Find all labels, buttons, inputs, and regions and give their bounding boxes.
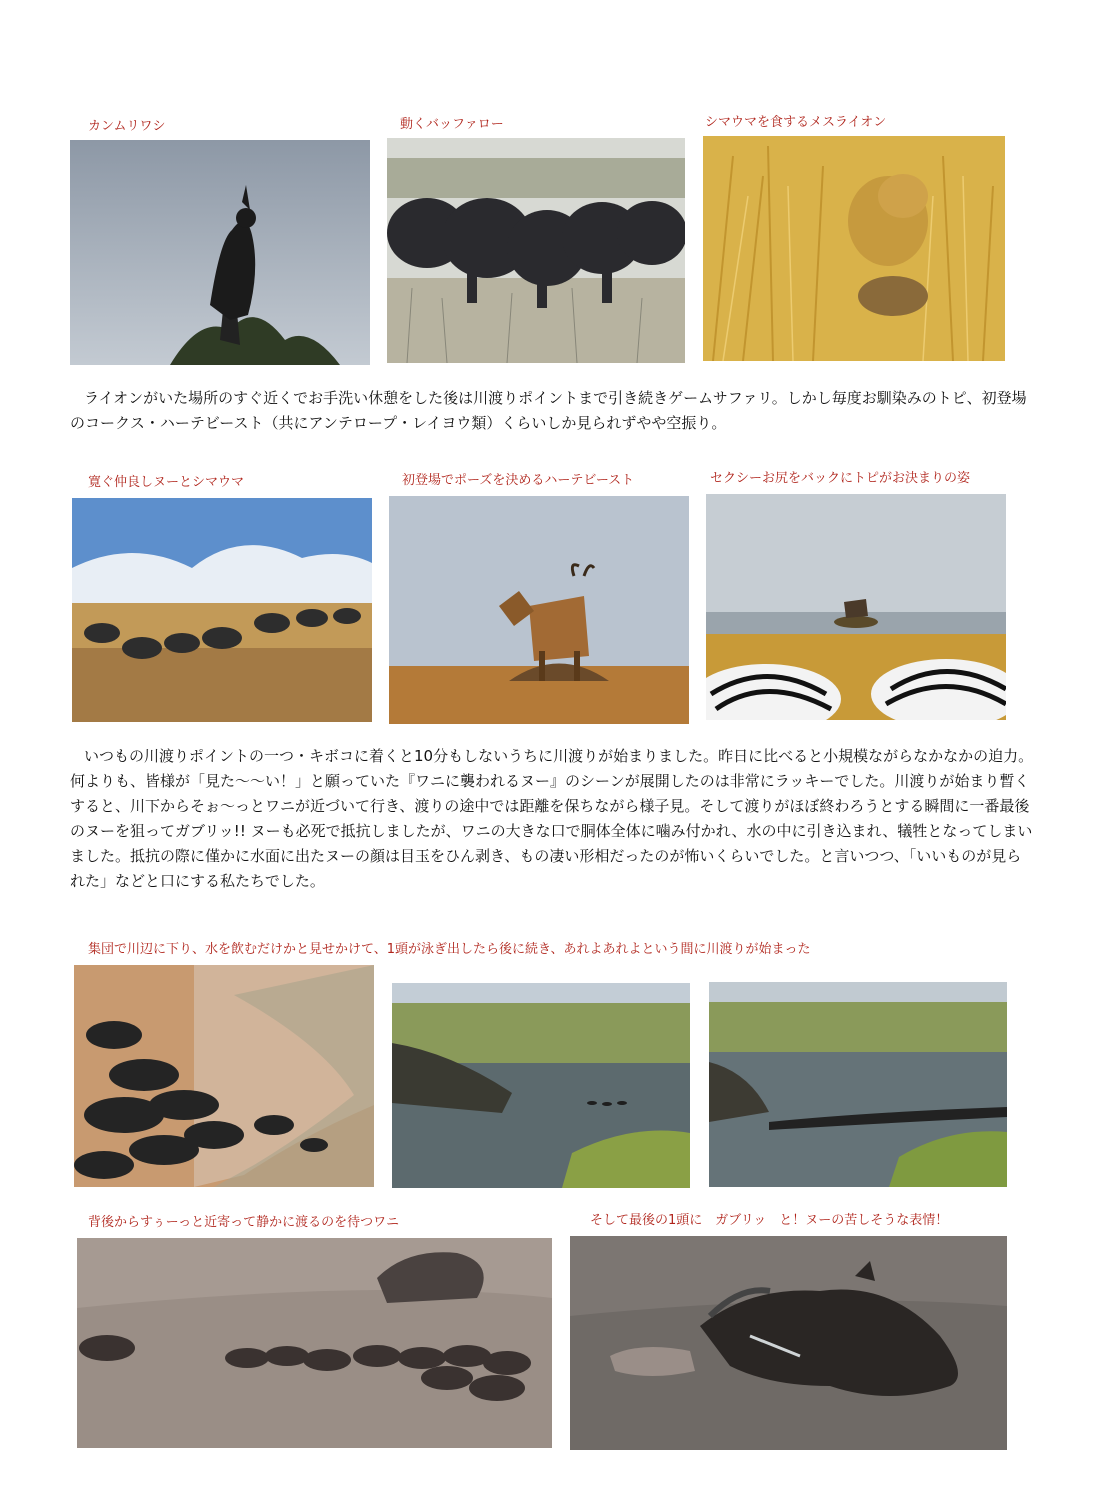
caption-crocodile-attack: そして最後の1頭に ガブリッ と！ヌーの苦しそうな表情！ [590,1213,949,1228]
caption-river-crossing: 集団で川辺に下り、水を飲むだけかと見せかけて、1頭が泳ぎ出したら後に続き、あれよあれよという間に川渡りが始まった [88,942,811,957]
photo-wildebeest-zebra [72,498,372,722]
paragraph-1: ライオンがいた場所のすぐ近くでお手洗い休憩をした後は川渡りポイントまで引き続きゲームサファリ。しかし毎度お馴染みのトピ、初登場のコークス・ハーテビースト（共にアンテロープ・レイヨウ類）くらいしか見られずやや空振り。 [70,389,1027,432]
photo-river-crossing-1 [392,983,690,1188]
caption-lioness: シマウマを食するメスライオン [705,115,887,130]
photo-crowned-eagle [70,140,370,365]
caption-hartebeest: 初登場でポーズを決めるハーテビースト [402,473,635,488]
photo-buffalo [387,138,685,363]
caption-wildebeest-zebra: 寛ぐ仲良しヌーとシマウマ [88,475,245,490]
photo-crocodile-attack [570,1236,1007,1450]
photo-hartebeest [389,496,689,724]
photo-crocodile-waiting [77,1238,552,1448]
paragraph-2: いつもの川渡りポイントの一つ・キボコに着くと10分もしないうちに川渡りが始まりました。昨日に比べると小規模ながらなかなかの迫力。何よりも、皆様が「見た～～い！」と願っていた『ワニに襲われるヌー』のシーンが展開したのは非常にラッキーでした。川渡りが始まり暫くすると、川下からそぉ～っとワニが近づいて行き、渡りの途中では距離を保ちながら様子見。そして渡りがほぼ終わろうとする瞬間に一番最後のヌーを狙ってガブリッ!! ヌーも必死で抵抗しましたが、ワニの大きな口で胴体全体に噛み付かれ、水の中に引き込まれ、犠牲となってしまいました。抵抗の際に僅かに水面に出たヌーの顔は目玉をひん剥き、もの凄い形相だったのが怖いくらいでした。と言いつつ、「いいものが見られた」などと口にする私たちでした。 [70,747,1034,890]
photo-herd-riverbank [74,965,374,1187]
caption-crocodile-waiting: 背後からすぅーっと近寄って静かに渡るのを待つワニ [88,1215,400,1230]
photo-river-crossing-2 [709,982,1007,1187]
caption-buffalo: 動くバッファロー [400,117,504,132]
caption-topi: セクシーお尻をバックにトピがお決まりの姿 [710,471,971,486]
photo-topi [706,494,1006,720]
photo-lioness [703,136,1005,361]
caption-crowned-eagle: カンムリワシ [88,119,166,134]
